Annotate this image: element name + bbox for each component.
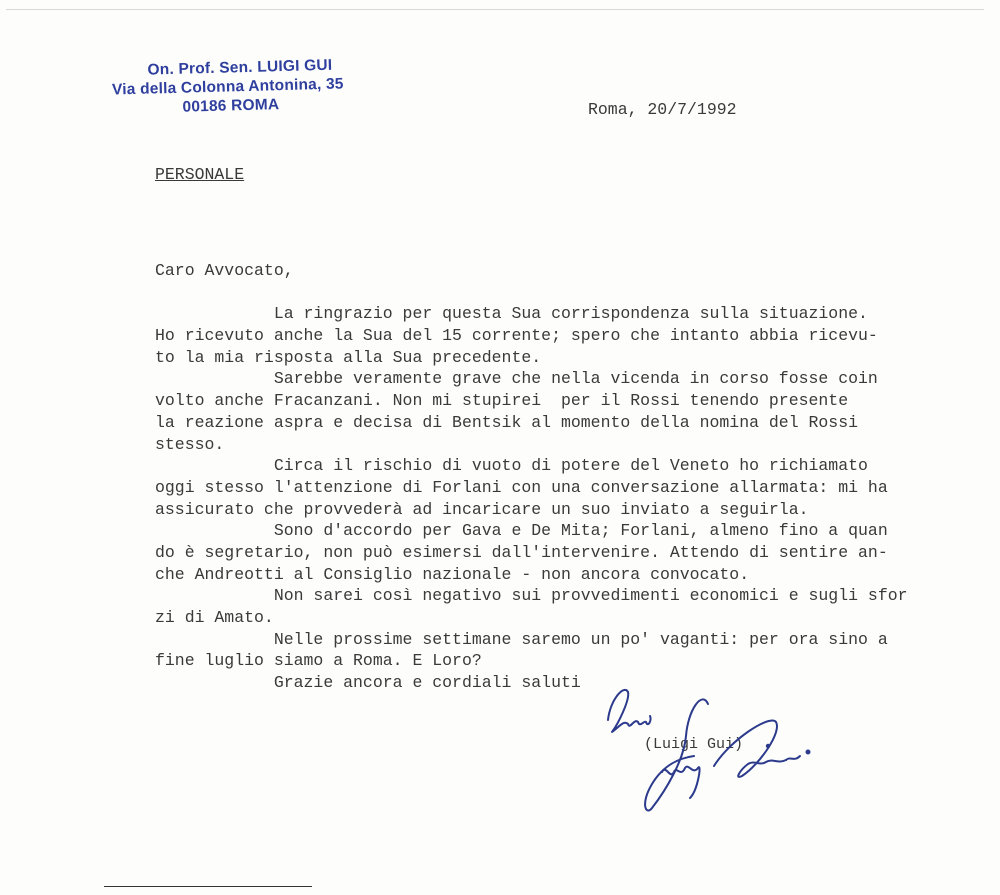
letter-line: Sono d'accordo per Gava e De Mita; Forlani, almeno fino a quan (155, 521, 888, 541)
letter-line: Nelle prossime settimane saremo un po' vaganti: per ora sino a (155, 629, 888, 649)
typed-signature-name: (Luigi Gui) (644, 736, 744, 753)
signature-text: Luigi Gui (590, 680, 594, 681)
footer-rule (104, 886, 312, 887)
letterhead-stamp (111, 54, 382, 118)
letter-line (155, 282, 908, 304)
letter-line: Sarebbe veramente grave che nella vicenda in corso fosse coin (155, 369, 878, 389)
letter-line: Grazie ancora e cordiali saluti (155, 673, 581, 693)
letter-line: fine luglio siamo a Roma. E Loro? (155, 651, 482, 671)
personal-label: PERSONALE (155, 165, 245, 184)
letter-line: Non sarei così negativo sui provvedimenti economici e sugli sfor (155, 586, 908, 606)
letter-line: stesso. (155, 434, 225, 454)
letterhead-name: On. Prof. Sen. LUIGI GUI (147, 56, 333, 79)
handwritten-signature (590, 680, 820, 820)
letter-line: Ho ricevuto anche la Sua del 15 corrente; spero che intanto abbia ricevu- (155, 326, 878, 346)
letter-line: che Andreotti al Consiglio nazionale - non ancora convocato. (155, 564, 750, 584)
letter-line: do è segretario, non può esimersi dall'intervenire. Attendo di sentire an- (155, 542, 888, 562)
letter-line: zi di Amato. (155, 608, 274, 627)
letter-date: Roma, 20/7/1992 (588, 100, 737, 119)
letter-line: oggi stesso l'attenzione di Forlani con una conversazione allarmata: mi ha (155, 477, 888, 497)
letterhead-address: Via della Colonna Antonina, 35 (111, 75, 344, 99)
letter-line: Caro Avvocato, (155, 261, 294, 280)
letter-body (155, 260, 908, 694)
letterhead-city: 00186 ROMA (182, 96, 280, 116)
letter-line: Circa il rischio di vuoto di potere del Veneto ho richiamato (155, 456, 868, 476)
letter-line: La ringrazio per questa Sua corrispondenza sulla situazione. (155, 304, 868, 324)
letter-line: la reazione aspra e decisa di Bentsik al momento della nomina del Rossi (155, 412, 859, 432)
letter-line: volto anche Fracanzani. Non mi stupirei per il Rossi tenendo presente (155, 391, 849, 411)
letter-line: assicurato che provvederà ad incaricare un suo inviato a seguirla. (155, 499, 809, 519)
top-edge-line (6, 9, 984, 10)
letter-line: to la mia risposta alla Sua precedente. (155, 347, 542, 367)
